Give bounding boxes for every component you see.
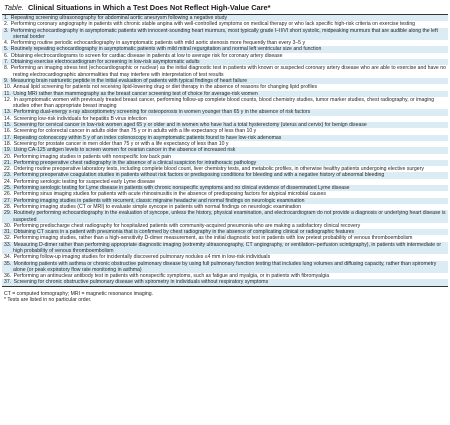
row-text: Using CA-125 antigen levels to screen women for ovarian cancer in the absence of increased risk [13, 147, 236, 154]
row-text: Performing predischarge chest radiography for hospitalized patients with community-acquired pneumonia who are making a satisfactory clinical recovery [13, 222, 361, 229]
row-number: 30. [4, 222, 12, 229]
row-text: In asymptomatic women with previously treated breast cancer, performing follow-up complete blood counts, blood chemistry studies, tumor marker studies, chest radiography, or imaging studies other than appropriate breast imaging [13, 96, 435, 110]
row-number: 9. [4, 77, 9, 84]
table-footnotes [2, 287, 448, 304]
row-number: 12. [4, 96, 12, 103]
row-number: 27. [4, 197, 12, 204]
row-text: Performing coronary angiography in patients with chronic stable angina with well-controlled symptoms on medical therapy or who lack specific high-risk criteria on exercise testing [10, 21, 416, 28]
row-text: Performing imaging studies (CT or MRI) to evaluate simple syncope in patients with normal findings on neurologic examination [13, 203, 301, 210]
abbreviations-footnote: CT = computed tomography; MRI = magnetic resonance imaging. [4, 290, 154, 297]
row-text: Screening for colorectal cancer in adults older than 75 y or in adults with a life expectancy of less than 10 y [13, 128, 257, 135]
row-text: Screening for prostate cancer in men older than 75 y or with a life expectancy of less than 10 y [13, 140, 229, 147]
row-text: Performing routine periodic echocardiography in asymptomatic patients with mild aortic stenosis more frequently than every 3–5 y [10, 40, 306, 47]
ordering-footnote: * Tests are listed in no particular order. [4, 297, 92, 304]
row-text: Performing imaging studies in patients with recurrent, classic migraine headache and normal findings on neurologic examination [13, 197, 305, 204]
row-text: Measuring brain natriuretic peptide in the initial evaluation of patients with typical findings of heart failure [10, 77, 248, 84]
row-number: 24. [4, 178, 12, 185]
table-row [2, 279, 448, 285]
row-number: 36. [4, 273, 12, 280]
row-number: 16. [4, 128, 12, 135]
row-text: Obtaining exercise electrocardiogram for screening in low-risk asymptomatic adults [10, 59, 200, 66]
row-text: Performing serologic testing for Lyme disease in patients with chronic nonspecific symptoms and no clinical evidence of disseminated Lyme disease [13, 185, 350, 192]
row-number: 35. [4, 260, 12, 267]
row-text: Using MRI rather than mammography as the breast cancer screening test of choice for average-risk women [13, 90, 258, 97]
row-text: Performing dual-energy x-ray absorptiometry screening for osteoporosis in women younger than 65 y in the absence of risk factors [13, 109, 311, 116]
row-number: 17. [4, 134, 12, 141]
row-number: 14. [4, 115, 12, 122]
table-caption [2, 2, 448, 14]
row-number: 37. [4, 279, 12, 286]
row-text: Repeating colonoscopy within 5 y of an index colonoscopy in asymptomatic patients found to have low-risk adenomas [13, 134, 282, 141]
row-number: 32. [4, 235, 12, 242]
row-number: 26. [4, 191, 12, 198]
row-number: 22. [4, 166, 12, 173]
table-row [2, 28, 448, 41]
row-number: 7. [4, 59, 9, 66]
row-text: Screening low-risk individuals for hepatitis B virus infection [13, 115, 147, 122]
row-text: Performing imaging studies, rather than a high-sensitivity D-dimer measurement, as the initial diagnostic test in patients with low pretest probability of venous thromboembolism [13, 235, 413, 242]
row-number: 25. [4, 185, 12, 192]
row-number: 2. [4, 21, 9, 28]
row-number: 8. [4, 65, 9, 72]
row-number: 15. [4, 122, 12, 129]
table-row [2, 242, 448, 255]
row-number: 31. [4, 229, 12, 236]
row-number: 34. [4, 254, 12, 261]
row-number: 19. [4, 147, 12, 154]
table-title: Clinical Situations in Which a Test Does Not Reflect High-Value Care* [27, 3, 271, 12]
row-text: Obtaining CT scans in a patient with pneumonia that is confirmed by chest radiography in the absence of complicating clinical or radiographic features [13, 229, 355, 236]
row-number: 1. [4, 15, 9, 21]
row-text: Routinely repeating echocardiography in asymptomatic patients with mild mitral regurgitation and normal left ventricular size and function [10, 46, 322, 53]
row-number: 23. [4, 172, 12, 179]
row-number: 10. [4, 84, 12, 91]
table-row [2, 261, 448, 274]
row-number: 11. [4, 90, 11, 97]
row-text: Performing an imaging stress test (echocardiographic or nuclear) as the initial diagnostic test in patients with known or suspected coronary artery disease who are able to exercise and have no resting electrocardiographic abnormalities that may interfere with interpretation of test results [10, 65, 446, 78]
table-row [2, 97, 448, 110]
row-text: Performing preoperative coagulation studies in patients without risk factors or predisposing conditions for bleeding and with a negative history of abnormal bleeding [13, 172, 385, 179]
table-label: Table. [4, 3, 24, 12]
row-text: Routinely performing echocardiography in the evaluation of syncope, unless the history, physical examination, and electrocardiogram do not provide a diagnosis or underlying heart disease is suspected [13, 210, 446, 223]
row-text: Monitoring patients with asthma or chronic obstructive pulmonary disease by using full pulmonary function testing that includes lung volumes and diffusing capacity, rather than spirometry alone (or peak expiratory flow rate monitoring in asthma) [13, 260, 437, 273]
row-text: Performing serologic testing for suspected early Lyme disease [13, 178, 156, 185]
row-text: Obtaining electrocardiograms to screen for cardiac disease in patients at low to average risk for coronary artery disease [10, 52, 283, 59]
row-text: Performing imaging studies in patients with nonspecific low back pain [13, 153, 172, 160]
row-number: 20. [4, 153, 12, 160]
row-number: 28. [4, 203, 12, 210]
row-text: Screening for cervical cancer in low-risk women aged 65 y or older and in women who have had a total hysterectomy (uterus and cervix) for benign disease [13, 122, 367, 129]
row-number: 21. [4, 159, 12, 166]
row-number: 4. [4, 40, 9, 47]
row-number: 33. [4, 241, 12, 248]
row-text: Ordering routine preoperative laboratory tests, including complete blood count, liver chemistry tests, and metabolic profiles, in otherwise healthy patients undergoing elective surgery [13, 166, 424, 173]
row-text: Measuring D-dimer rather than performing appropriate diagnostic imaging (extremity ultrasonography, CT angiography, or ventilation–perfusion scintigraphy), in patients with intermediate or high probability of venous thromboembolism [13, 241, 442, 254]
row-text: Performing follow-up imaging studies for incidentally discovered pulmonary nodules ≤4 mm in low-risk individuals [13, 254, 271, 261]
row-number: 13. [4, 109, 12, 116]
row-text: Performing sinus imaging studies for patients with acute rhinosinusitis in the absence of predisposing factors for atypical microbial causes [13, 191, 326, 198]
row-text: Screening for chronic obstructive pulmonary disease with spirometry in individuals without respiratory symptoms [13, 279, 269, 286]
table-body [2, 14, 448, 287]
row-number: 5. [4, 46, 9, 53]
table-row [2, 65, 448, 78]
row-text: Annual lipid screening for patients not receiving lipid-lowering drug or diet therapy in the absence of reasons for changing lipid profiles [13, 84, 318, 91]
row-text: Repeating screening ultrasonography for abdominal aortic aneurysm following a negative study [10, 15, 228, 21]
row-number: 18. [4, 140, 12, 147]
row-text: Performing echocardiography in asymptomatic patients with innocent-sounding heart murmurs, most typically grade I–II/VI short systolic, midpeaking murmurs that are audible along the left sternal border [10, 27, 438, 40]
row-text: Performing an antinuclear antibody test in patients with nonspecific symptoms, such as fatigue and myalgia, or in patients with fibromyalgia [13, 273, 330, 280]
row-text: Performing preoperative chest radiography in the absence of a clinical suspicion for intrathoracic pathology [13, 159, 257, 166]
table-row [2, 210, 448, 223]
row-number: 29. [4, 210, 12, 217]
row-number: 3. [4, 27, 9, 34]
row-number: 6. [4, 52, 9, 59]
